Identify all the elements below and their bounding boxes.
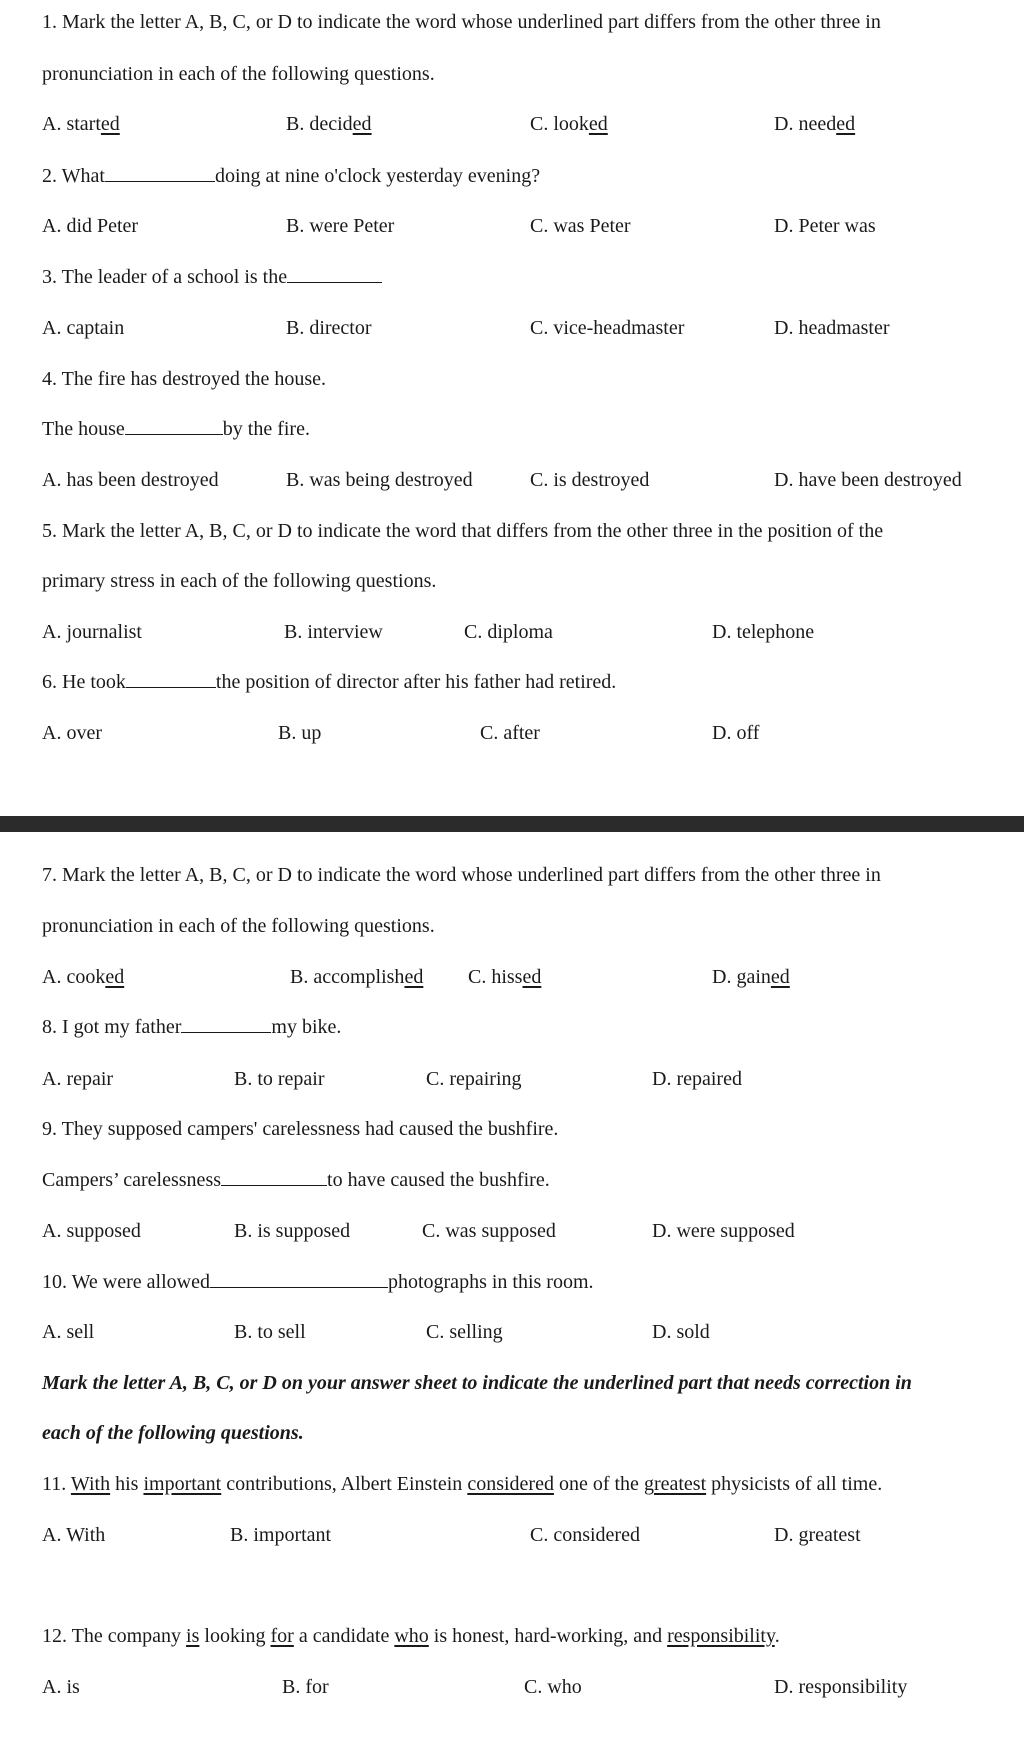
q7-stem-line-2: pronunciation in each of the following questions.	[42, 915, 435, 937]
q2-option-c[interactable]: C. was Peter	[530, 215, 631, 237]
page-divider	[0, 816, 1024, 832]
section-instruction-line-1: Mark the letter A, B, C, or D on your answer sheet to indicate the underlined part that needs correction in	[42, 1372, 912, 1394]
q7-option-d[interactable]: D. gained	[712, 966, 790, 988]
q1-option-b[interactable]: B. decided	[286, 113, 372, 135]
q6-stem: 6. He took the position of director after his father had retired.	[42, 671, 617, 693]
q8-option-b[interactable]: B. to repair	[234, 1068, 325, 1090]
q10-blank	[210, 1270, 388, 1288]
q7-option-a[interactable]: A. cooked	[42, 966, 125, 988]
q11-option-d[interactable]: D. greatest	[774, 1524, 861, 1546]
q1-stem-line-1: 1. Mark the letter A, B, C, or D to indicate the word whose underlined part differs from the other three in	[42, 11, 881, 33]
q4-option-c[interactable]: C. is destroyed	[530, 469, 650, 491]
q1-option-c[interactable]: C. looked	[530, 113, 608, 135]
q3-blank	[287, 265, 382, 283]
q10-option-c[interactable]: C. selling	[426, 1321, 503, 1343]
q7-option-b[interactable]: B. accomplished	[290, 966, 424, 988]
q10-option-b[interactable]: B. to sell	[234, 1321, 306, 1343]
q12-option-a[interactable]: A. is	[42, 1676, 80, 1698]
q9-option-a[interactable]: A. supposed	[42, 1220, 141, 1242]
q9-blank	[221, 1168, 327, 1186]
section-instruction-line-2: each of the following questions.	[42, 1422, 304, 1444]
q4-option-b[interactable]: B. was being destroyed	[286, 469, 473, 491]
q6-option-a[interactable]: A. over	[42, 722, 102, 744]
q5-option-c[interactable]: C. diploma	[464, 621, 553, 643]
q12-stem: 12. The company is looking for a candidate who is honest, hard-working, and responsibility.	[42, 1625, 780, 1647]
q5-stem-line-2: primary stress in each of the following questions.	[42, 570, 437, 592]
q2-blank	[105, 164, 215, 182]
q5-stem-line-1: 5. Mark the letter A, B, C, or D to indicate the word that differs from the other three in the position of the	[42, 520, 884, 542]
q3-option-c[interactable]: C. vice-headmaster	[530, 317, 685, 339]
q4-blank	[125, 417, 223, 435]
q4-stem: 4. The fire has destroyed the house.	[42, 368, 326, 390]
q7-option-c[interactable]: C. hissed	[468, 966, 542, 988]
q9-stem: 9. They supposed campers' carelessness had caused the bushfire.	[42, 1118, 559, 1140]
q11-option-a[interactable]: A. With	[42, 1524, 106, 1546]
q1-stem-line-2: pronunciation in each of the following questions.	[42, 63, 435, 85]
q10-option-d[interactable]: D. sold	[652, 1321, 710, 1343]
q8-option-c[interactable]: C. repairing	[426, 1068, 522, 1090]
q5-option-d[interactable]: D. telephone	[712, 621, 815, 643]
q4-transform: The house by the fire.	[42, 418, 310, 440]
q12-option-d[interactable]: D. responsibility	[774, 1676, 908, 1698]
q6-blank	[126, 670, 216, 688]
q6-option-d[interactable]: D. off	[712, 722, 760, 744]
q4-option-a[interactable]: A. has been destroyed	[42, 469, 219, 491]
q9-option-d[interactable]: D. were supposed	[652, 1220, 795, 1242]
q4-option-d[interactable]: D. have been destroyed	[774, 469, 962, 491]
q5-option-b[interactable]: B. interview	[284, 621, 383, 643]
q2-option-d[interactable]: D. Peter was	[774, 215, 876, 237]
q3-option-b[interactable]: B. director	[286, 317, 372, 339]
q6-option-b[interactable]: B. up	[278, 722, 322, 744]
q11-option-b[interactable]: B. important	[230, 1524, 332, 1546]
q1-option-a[interactable]: A. started	[42, 113, 120, 135]
q2-option-a[interactable]: A. did Peter	[42, 215, 139, 237]
q8-option-d[interactable]: D. repaired	[652, 1068, 742, 1090]
q8-stem: 8. I got my father my bike.	[42, 1016, 342, 1038]
q10-stem: 10. We were allowed photographs in this room.	[42, 1271, 594, 1293]
q6-option-c[interactable]: C. after	[480, 722, 540, 744]
q1-option-d[interactable]: D. needed	[774, 113, 856, 135]
q9-transform: Campers’ carelessness to have caused the bushfire.	[42, 1169, 550, 1191]
q3-option-a[interactable]: A. captain	[42, 317, 125, 339]
q2-option-b[interactable]: B. were Peter	[286, 215, 395, 237]
q8-blank	[181, 1015, 271, 1033]
q9-option-b[interactable]: B. is supposed	[234, 1220, 351, 1242]
q11-stem: 11. With his important contributions, Albert Einstein considered one of the greatest physicists of all time.	[42, 1473, 883, 1495]
q2-stem: 2. What doing at nine o'clock yesterday evening?	[42, 165, 541, 187]
q5-option-a[interactable]: A. journalist	[42, 621, 142, 643]
q3-stem: 3. The leader of a school is the	[42, 265, 382, 289]
q12-option-c[interactable]: C. who	[524, 1676, 582, 1698]
q3-option-d[interactable]: D. headmaster	[774, 317, 890, 339]
q12-option-b[interactable]: B. for	[282, 1676, 329, 1698]
q8-option-a[interactable]: A. repair	[42, 1068, 114, 1090]
q9-option-c[interactable]: C. was supposed	[422, 1220, 556, 1242]
q11-option-c[interactable]: C. considered	[530, 1524, 640, 1546]
q10-option-a[interactable]: A. sell	[42, 1321, 95, 1343]
q7-stem-line-1: 7. Mark the letter A, B, C, or D to indicate the word whose underlined part differs from the other three in	[42, 864, 881, 886]
